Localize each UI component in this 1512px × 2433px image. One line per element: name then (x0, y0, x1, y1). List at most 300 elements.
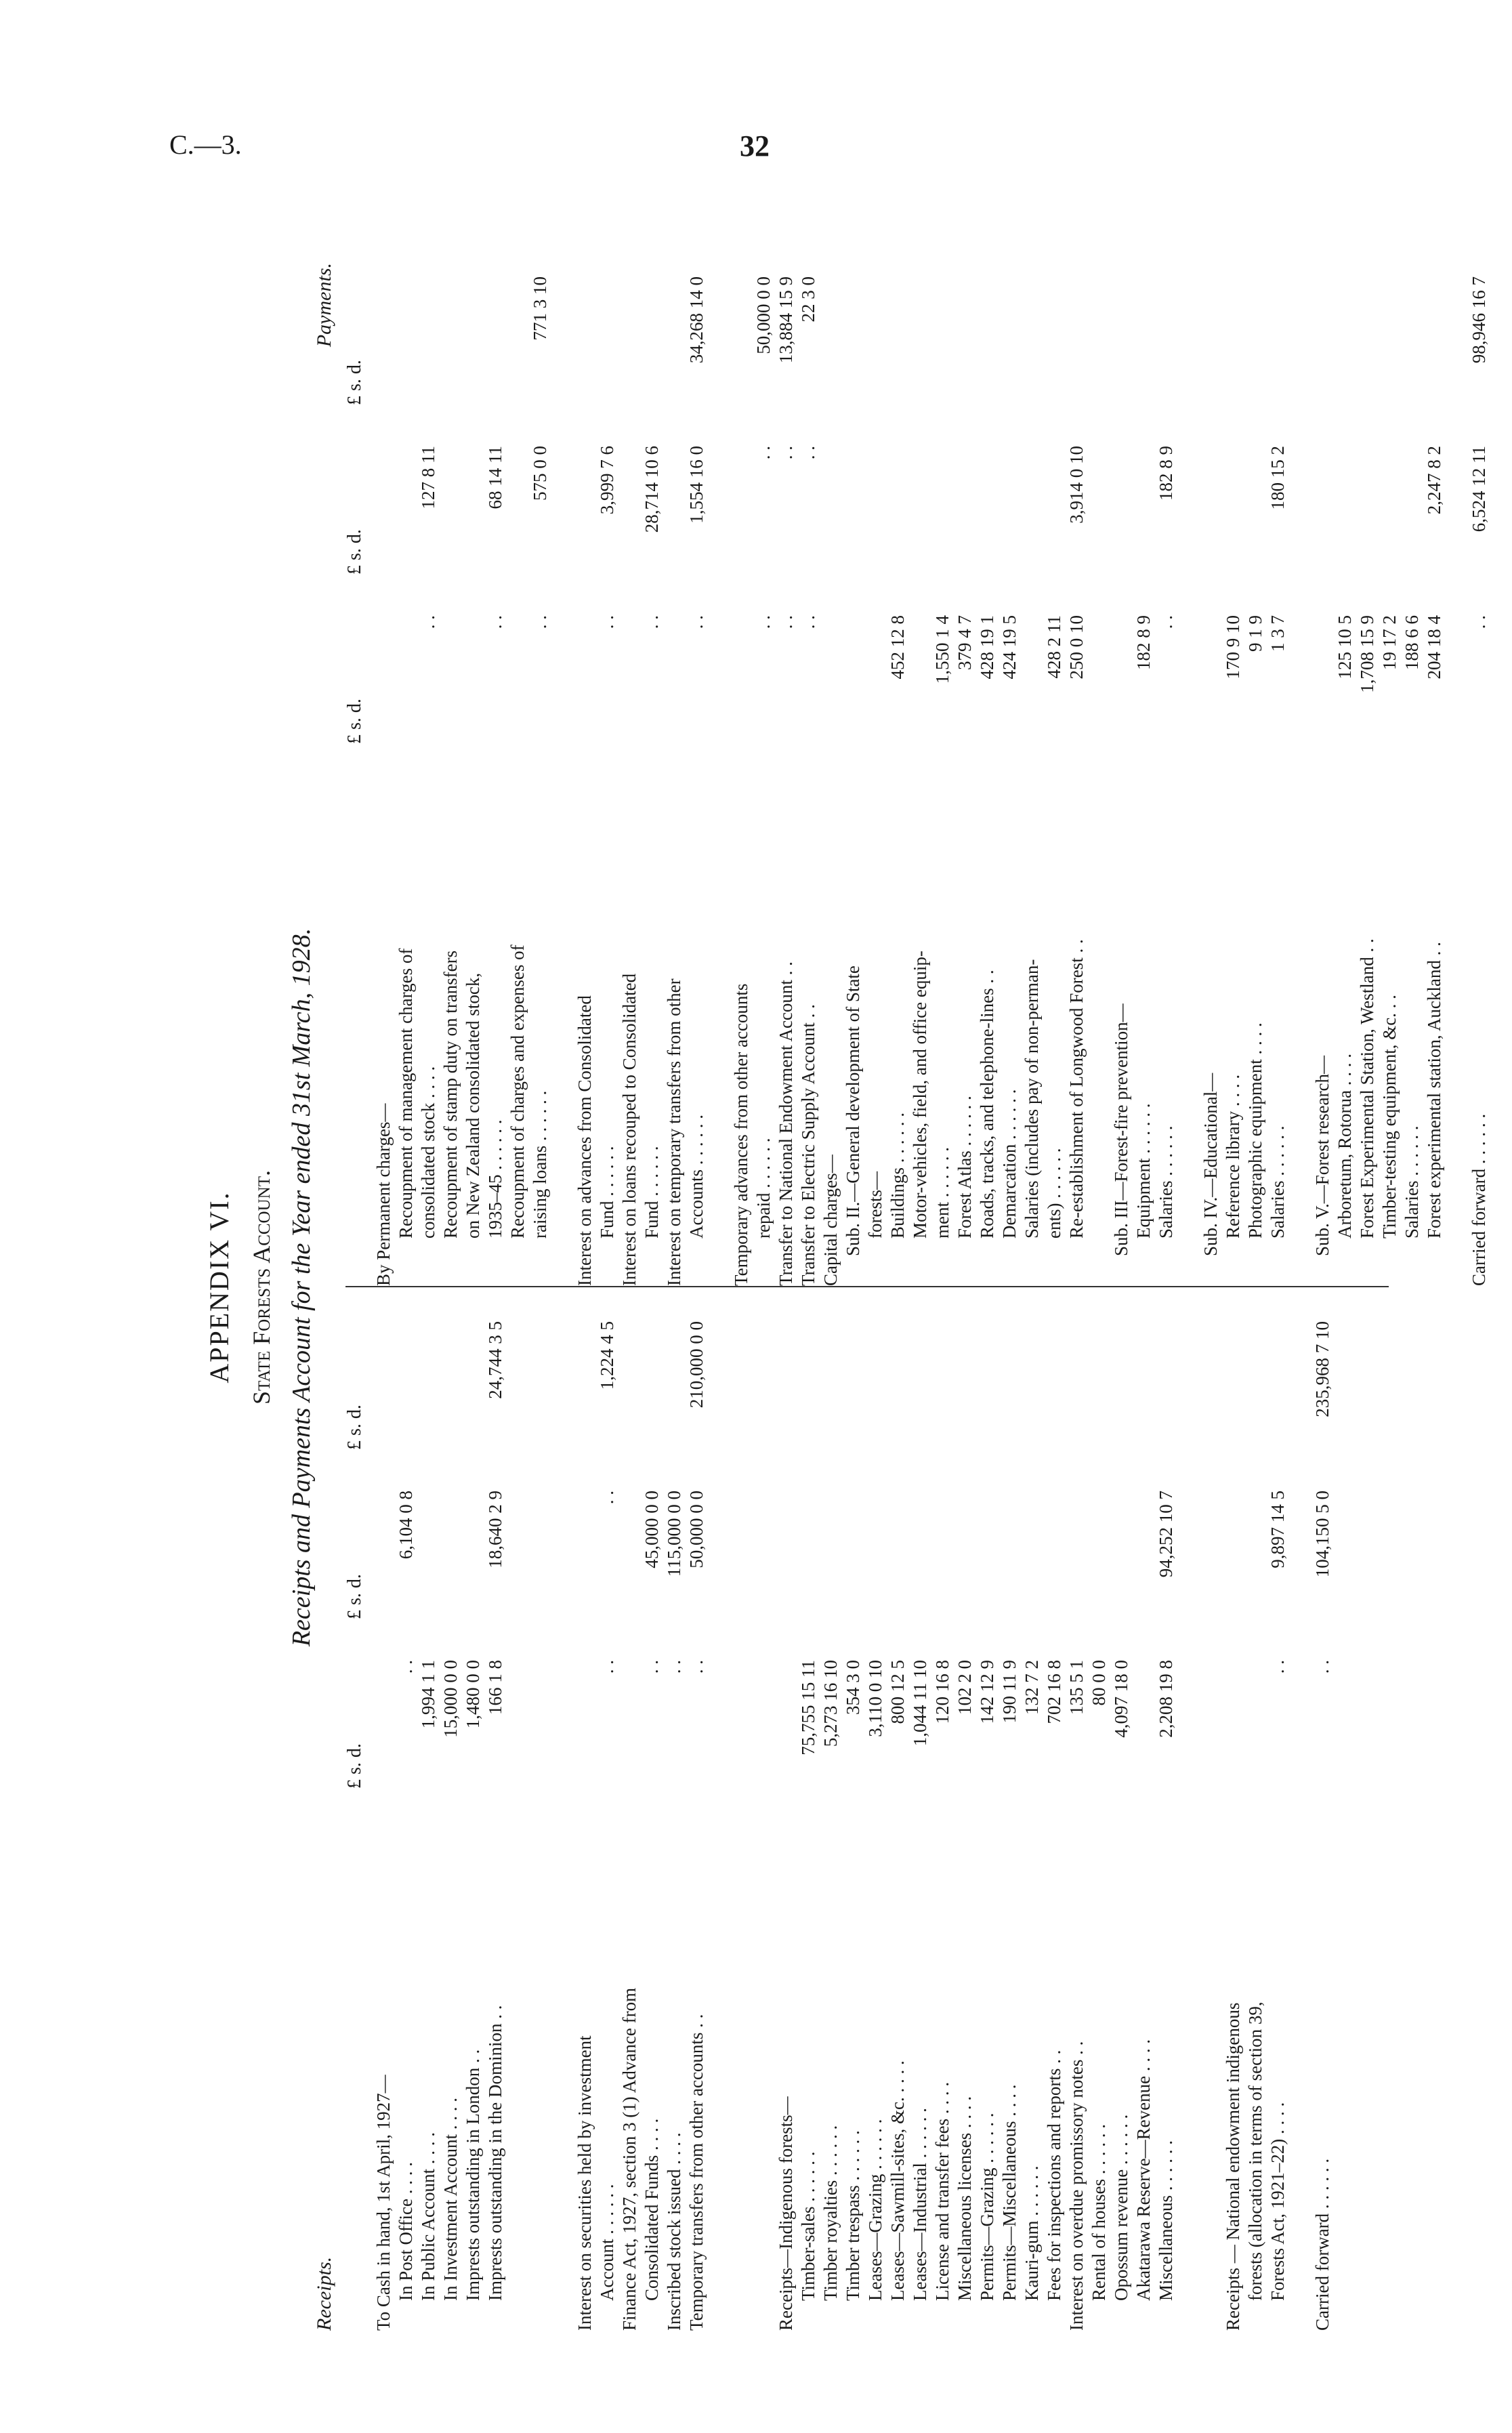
payments-amount-col2 (999, 432, 1021, 602)
receipts-amount-col3 (641, 1308, 663, 1477)
payments-row-label: Salaries . . . . . . (1402, 1125, 1422, 1239)
receipts-amount-col2 (1289, 1477, 1311, 1646)
receipts-amount-col2 (551, 1477, 574, 1646)
receipts-amount-col2 (976, 1477, 999, 1646)
payments-amount-col1: 204 18 4 (1424, 615, 1444, 680)
payments-amount-col3 (1200, 263, 1222, 432)
payments-amount-col1 (551, 602, 574, 771)
payments-row-label: Equipment . . . . . . (1133, 1103, 1154, 1239)
receipts-amount-col1 (574, 1646, 596, 1816)
receipts-row-label: Akatarawa Reserve—Revenue . . . . (1133, 2039, 1154, 2301)
payments-amount-col3 (954, 263, 976, 432)
receipts-amount-col1 (775, 1646, 797, 1816)
payments-amount-col1: 19 17 2 (1379, 615, 1400, 670)
payments-row (1066, 256, 1088, 1286)
payments-row-label: Sub. V.—Forest research— (1312, 1056, 1332, 1256)
receipts-amount-col2 (842, 1477, 864, 1646)
payments-amount-col2 (1088, 432, 1110, 602)
payments-amount-col1 (864, 602, 887, 771)
payments-amount-col1 (574, 602, 596, 771)
receipts-amount-col1 (1200, 1646, 1222, 1816)
receipts-row-label: Rental of houses . . . . . . (1089, 2124, 1109, 2301)
receipts-amount-col1: 80 0 0 (1089, 1660, 1109, 1706)
payments-amount-col2 (1177, 432, 1200, 602)
payments-amount-col1 (820, 602, 842, 771)
receipts-row-label: Permits—Miscellaneous . . . . (999, 2084, 1020, 2301)
payments-amount-col3 (417, 263, 440, 432)
payments-amount-col3 (551, 263, 574, 432)
payments-row (641, 256, 663, 1286)
receipts-amount-col1 (1289, 1646, 1311, 1816)
payments-amount-col2 (842, 432, 864, 602)
receipts-amount-col3 (395, 1308, 417, 1477)
payments-row (1267, 256, 1289, 1286)
page-number: 32 (740, 129, 770, 163)
receipts-row (1066, 1301, 1088, 2331)
receipts-amount-col2 (373, 1477, 395, 1646)
payments-amount-col2 (1043, 432, 1066, 602)
payments-row (1200, 256, 1222, 1286)
payments-row-label: Recoupment of stamp duty on transfers (440, 950, 461, 1239)
receipts-row (842, 1301, 864, 2331)
receipts-amount-col1: . . (597, 1660, 617, 1674)
payments-amount-col1: 452 12 8 (887, 615, 908, 680)
receipts-amount-col2 (440, 1477, 462, 1646)
account-title: State Forests Account. (248, 1170, 275, 1405)
receipts-row (909, 1301, 931, 2331)
payments-row-label: Salaries (includes pay of non-perman- (1022, 959, 1042, 1239)
payments-amount-col3 (976, 263, 999, 432)
payments-amount-col1 (708, 602, 730, 771)
receipts-row (1088, 1301, 1110, 2331)
receipts-amount-col2 (730, 1477, 753, 1646)
receipts-row-label: Leases—Sawmill-sites, &c. . . . . (887, 2060, 908, 2301)
payments-amount-col3 (1334, 263, 1356, 432)
payments-row-label: on New Zealand consolidated stock, (463, 972, 483, 1239)
receipts-row-label: Leases—Grazing . . . . . . (865, 2119, 885, 2301)
payments-amount-col2 (1401, 432, 1423, 602)
payments-row-label: Fund . . . . . . (642, 1146, 662, 1239)
receipts-row (1244, 1301, 1267, 2331)
receipts-row-label: Inscribed stock issued . . . . (664, 2132, 684, 2331)
receipts-amount-col3 (663, 1308, 686, 1477)
receipts-amount-col3 (1155, 1308, 1177, 1477)
payments-amount-col1 (730, 602, 753, 771)
payments-row-label: Salaries . . . . . . (1156, 1125, 1176, 1239)
payments-row-label: 1935–45 . . . . . . (485, 1119, 505, 1239)
receipts-amount-col2 (999, 1477, 1021, 1646)
receipts-amount-col1: 354 3 0 (843, 1660, 863, 1715)
payments-row-label: Accounts . . . . . . (686, 1115, 707, 1239)
receipts-row (1043, 1301, 1066, 2331)
receipts-amount-col2 (954, 1477, 976, 1646)
receipts-amount-col2 (1177, 1477, 1200, 1646)
payments-row (931, 256, 954, 1286)
receipts-currency-header-1: £ s. d. (344, 1743, 365, 1789)
receipts-row-label: To Cash in hand, 1st April, 1927— (373, 2075, 394, 2331)
payments-amount-col3 (1379, 263, 1401, 432)
payments-amount-col2 (1289, 432, 1311, 602)
payments-amount-col1 (1311, 602, 1334, 771)
receipts-amount-col1: 135 5 1 (1066, 1660, 1087, 1715)
receipts-amount-col3 (820, 1308, 842, 1477)
payments-amount-col2 (1446, 432, 1468, 602)
receipts-amount-col3 (551, 1308, 574, 1477)
receipts-row-label: Forests Act, 1921–22) . . . . (1267, 2102, 1288, 2301)
payments-row (1222, 256, 1244, 1286)
payments-amount-col1 (663, 602, 686, 771)
payments-row-label: Fund . . . . . . (597, 1146, 617, 1239)
receipts-row-label (730, 1816, 753, 2331)
payments-row-label: ment . . . . . . (932, 1147, 952, 1239)
receipts-amount-col2: 50,000 0 0 (686, 1491, 707, 1568)
receipts-amount-col1: 142 12 9 (977, 1660, 997, 1724)
payments-row (663, 256, 686, 1286)
receipts-amount-col3 (529, 1308, 551, 1477)
payments-amount-col3 (462, 263, 484, 432)
payments-amount-col1 (842, 602, 864, 771)
report-reference: C.—3. (169, 129, 242, 160)
payments-row-label: Carried forward . . . . . . (1469, 1113, 1489, 1286)
receipts-amount-col3 (1133, 1308, 1155, 1477)
payments-row (529, 256, 551, 1286)
receipts-amount-col2 (864, 1477, 887, 1646)
receipts-amount-col3 (507, 1308, 529, 1477)
receipts-amount-col1: 132 7 2 (1022, 1660, 1042, 1715)
receipts-row (1110, 1301, 1133, 2331)
payments-amount-col3 (730, 263, 753, 432)
payments-amount-col2 (618, 432, 641, 602)
payments-amount-col1: . . (753, 615, 774, 629)
receipts-amount-col2 (909, 1477, 931, 1646)
receipts-row-label: Imprests outstanding in London . . (463, 2049, 483, 2301)
payments-amount-col2: 2,247 8 2 (1424, 446, 1444, 515)
receipts-amount-col3 (440, 1308, 462, 1477)
receipts-amount-col1 (753, 1646, 775, 1816)
payments-amount-col3 (1446, 263, 1468, 432)
receipts-row-label: Leases—Industrial . . . . . . (910, 2108, 930, 2301)
receipts-row (820, 1301, 842, 2331)
payments-amount-col1: 379 4 7 (954, 615, 975, 670)
receipts-amount-col1: 702 16 8 (1044, 1660, 1064, 1724)
receipts-amount-col3 (976, 1308, 999, 1477)
payments-amount-col1 (909, 602, 931, 771)
receipts-amount-col2 (887, 1477, 909, 1646)
receipts-amount-col3 (954, 1308, 976, 1477)
receipts-amount-col1: . . (396, 1660, 416, 1674)
receipts-amount-col2 (820, 1477, 842, 1646)
payments-row-label: Interest on temporary transfers from other (664, 978, 684, 1286)
receipts-amount-col3 (1110, 1308, 1133, 1477)
payments-amount-col2 (373, 432, 395, 602)
payments-amount-col3 (596, 263, 618, 432)
receipts-row (440, 1301, 462, 2331)
payments-row-label: Forest Atlas . . . . . . (954, 1096, 975, 1239)
receipts-amount-col1: 3,110 0 10 (865, 1660, 885, 1737)
payments-amount-col3 (574, 263, 596, 432)
receipts-row-label: Interest on securities held by investment (574, 2035, 595, 2331)
payments-amount-col1: . . (776, 615, 796, 629)
payments-amount-col2: . . (776, 446, 796, 460)
payments-row (753, 256, 775, 1286)
receipts-amount-col1 (1222, 1646, 1244, 1816)
payments-row-label: ents) . . . . . . (1044, 1148, 1064, 1239)
receipts-amount-col3 (999, 1308, 1021, 1477)
payments-row (842, 256, 864, 1286)
receipts-amount-col1: . . (1267, 1660, 1288, 1674)
receipts-amount-col3 (753, 1308, 775, 1477)
payments-amount-col3 (1401, 263, 1423, 432)
receipts-amount-col1: . . (642, 1660, 662, 1674)
receipts-row (708, 1301, 730, 2331)
payments-amount-col3 (1110, 263, 1133, 432)
receipts-row (507, 1301, 529, 2331)
receipts-amount-col1 (618, 1646, 641, 1816)
payments-amount-col3: 34,268 14 0 (686, 276, 707, 364)
payments-row-label: Demarcation . . . . . . (999, 1089, 1020, 1239)
payments-amount-col3: 98,946 16 7 (1469, 276, 1489, 364)
receipts-row-label: Timber trespass . . . . . . (843, 2130, 863, 2301)
payments-amount-col2 (1110, 432, 1133, 602)
payments-row-label: Transfer to Electric Supply Account . . (798, 1004, 818, 1286)
receipts-amount-col2 (574, 1477, 596, 1646)
payments-row-label: Reference library . . . . (1223, 1074, 1243, 1239)
receipts-row (373, 1301, 395, 2331)
payments-row (797, 256, 820, 1286)
receipts-amount-col3 (1088, 1308, 1110, 1477)
receipts-amount-col2: 9,897 14 5 (1267, 1491, 1288, 1568)
receipts-row (864, 1301, 887, 2331)
payments-amount-col2: . . (798, 446, 818, 460)
payments-amount-col2: 182 8 9 (1156, 446, 1176, 501)
receipts-row-label: Temporary transfers from other accounts . . (686, 2014, 707, 2331)
payments-amount-col3 (931, 263, 954, 432)
receipts-amount-col2 (1021, 1477, 1043, 1646)
receipts-amount-col2 (753, 1477, 775, 1646)
receipts-row (529, 1301, 551, 2331)
receipts-row-label: Miscellaneous . . . . . . (1156, 2140, 1176, 2301)
payments-amount-col3 (1021, 263, 1043, 432)
receipts-row-label: Receipts—Indigenous forests— (776, 2096, 796, 2331)
receipts-amount-col1 (551, 1646, 574, 1816)
payments-amount-col2 (462, 432, 484, 602)
receipts-amount-col3 (730, 1308, 753, 1477)
receipts-amount-col1: . . (686, 1660, 707, 1674)
payments-amount-col2 (507, 432, 529, 602)
payments-amount-col1 (395, 602, 417, 771)
payments-amount-col3 (1311, 263, 1334, 432)
receipts-row (730, 1301, 753, 2331)
payments-amount-col2 (440, 432, 462, 602)
payments-amount-col1: . . (485, 615, 505, 629)
receipts-row (931, 1301, 954, 2331)
payments-amount-col2 (1379, 432, 1401, 602)
payments-amount-col2 (887, 432, 909, 602)
receipts-row-label (708, 1816, 730, 2331)
receipts-amount-col3 (462, 1308, 484, 1477)
payments-row (730, 256, 753, 1286)
payments-amount-col1 (1446, 602, 1468, 771)
receipts-amount-col2 (462, 1477, 484, 1646)
payments-amount-col1: 250 0 10 (1066, 615, 1087, 680)
receipts-amount-col1: 2,208 19 8 (1156, 1660, 1176, 1738)
receipts-amount-col3 (708, 1308, 730, 1477)
payments-amount-col2 (663, 432, 686, 602)
payments-row (1289, 256, 1311, 1286)
receipts-row (1133, 1301, 1155, 2331)
receipts-row (753, 1301, 775, 2331)
receipts-amount-col2: 6,104 0 8 (396, 1491, 416, 1560)
receipts-amount-col3 (1244, 1308, 1267, 1477)
payments-rows (373, 256, 1490, 1286)
receipts-amount-col1 (507, 1646, 529, 1816)
payments-amount-col2 (820, 432, 842, 602)
payments-amount-col3 (1289, 263, 1311, 432)
receipts-row (663, 1301, 686, 2331)
receipts-amount-col2 (529, 1477, 551, 1646)
receipts-amount-col3 (1289, 1308, 1311, 1477)
receipts-currency-header-2: £ s. d. (344, 1574, 365, 1619)
receipts-row-label: Consolidated Funds . . . . (642, 2118, 662, 2301)
receipts-row (1311, 1301, 1334, 2331)
payments-amount-col3 (1155, 263, 1177, 432)
payments-row (1244, 256, 1267, 1286)
receipts-row-label: Opossum revenue . . . . . . (1111, 2114, 1131, 2301)
receipts-row (976, 1301, 999, 2331)
receipts-amount-col3: 210,000 0 0 (686, 1321, 707, 1409)
payments-row (686, 256, 708, 1286)
payments-amount-col1: 424 19 5 (999, 615, 1020, 680)
payments-amount-col2 (730, 432, 753, 602)
receipts-row (1222, 1301, 1244, 2331)
receipts-amount-col3 (909, 1308, 931, 1477)
payments-amount-col3 (507, 263, 529, 432)
receipts-amount-col1: 5,273 16 10 (820, 1660, 841, 1747)
payments-amount-col1: 188 6 6 (1402, 615, 1422, 670)
payments-row-label (551, 771, 574, 1286)
receipts-amount-col2 (507, 1477, 529, 1646)
receipts-row (1200, 1301, 1222, 2331)
payments-row-label: Recoupment of management charges of (396, 948, 416, 1239)
payments-row-label: Recoupment of charges and expenses of (507, 944, 528, 1239)
receipts-amount-col1 (1133, 1646, 1155, 1816)
receipts-row (551, 1301, 574, 2331)
payments-row-label: Capital charges— (820, 1155, 841, 1286)
payments-amount-col1: 9 1 9 (1245, 615, 1265, 652)
payments-row-label: Timber-testing equipment, &c. . . (1379, 995, 1400, 1239)
payments-amount-col1: . . (597, 615, 617, 629)
receipts-amount-col2 (797, 1477, 820, 1646)
payments-row (775, 256, 797, 1286)
payments-amount-col1 (1289, 602, 1311, 771)
receipts-amount-col1: 102 2 0 (954, 1660, 975, 1715)
receipts-amount-col1: . . (664, 1660, 684, 1674)
receipts-row (887, 1301, 909, 2331)
receipts-amount-col1 (730, 1646, 753, 1816)
receipts-amount-col2 (1244, 1477, 1267, 1646)
payments-amount-col2 (1200, 432, 1222, 602)
receipts-amount-col3 (797, 1308, 820, 1477)
receipts-row (395, 1301, 417, 2331)
receipts-row-label: Carried forward . . . . . . (1312, 2158, 1332, 2331)
receipts-row-label: forests (allocation in terms of section 39, (1245, 2001, 1265, 2301)
receipts-row-label: Finance Act, 1927, section 3 (1) Advance from (619, 1987, 639, 2331)
receipts-row-label: Permits—Grazing . . . . . . (977, 2113, 997, 2301)
receipts-row (1155, 1301, 1177, 2331)
payments-amount-col3 (1222, 263, 1244, 432)
payments-amount-col3 (395, 263, 417, 432)
receipts-row (618, 1301, 641, 2331)
payments-amount-col3 (1267, 263, 1289, 432)
payments-amount-col3 (909, 263, 931, 432)
receipts-amount-col3 (1200, 1308, 1222, 1477)
payments-amount-col1: 170 9 10 (1223, 615, 1243, 680)
receipts-amount-col3 (931, 1308, 954, 1477)
receipts-amount-col2 (1110, 1477, 1133, 1646)
payments-row-label: forests— (865, 1171, 885, 1239)
payments-amount-col2 (1356, 432, 1379, 602)
receipts-amount-col2 (618, 1477, 641, 1646)
payments-row-label: Salaries . . . . . . (1267, 1125, 1288, 1239)
receipts-row-label: Miscellaneous licenses . . . . (954, 2096, 975, 2301)
receipts-amount-col3 (618, 1308, 641, 1477)
payments-row-label: Sub. IV.—Educational— (1200, 1073, 1221, 1256)
payments-row (618, 256, 641, 1286)
receipts-amount-col2 (1043, 1477, 1066, 1646)
receipts-amount-col1: . . (1312, 1660, 1332, 1674)
payments-amount-col2 (1021, 432, 1043, 602)
receipts-amount-col2 (708, 1477, 730, 1646)
payments-row (417, 256, 440, 1286)
payments-amount-col2 (1244, 432, 1267, 602)
payments-amount-col2: 127 8 11 (418, 446, 438, 510)
receipts-amount-col2: 45,000 0 0 (642, 1491, 662, 1568)
payments-amount-col1: 1 3 7 (1267, 615, 1288, 652)
payments-row (596, 256, 618, 1286)
payments-row (708, 256, 730, 1286)
receipts-amount-col2: . . (597, 1491, 617, 1505)
payments-amount-col1 (507, 602, 529, 771)
receipts-currency-header-3: £ s. d. (344, 1405, 365, 1450)
payments-row-label (1177, 771, 1200, 1286)
payments-row (1043, 256, 1066, 1286)
payments-row-label: Interest on loans recouped to Consolidated (619, 973, 639, 1286)
payments-row-label: Re-establishment of Longwood Forest . . (1066, 939, 1087, 1239)
payments-amount-col2: 1,554 16 0 (686, 446, 707, 524)
receipts-row (417, 1301, 440, 2331)
receipts-amount-col3 (1267, 1308, 1289, 1477)
receipts-amount-col1: 1,044 11 10 (910, 1660, 930, 1747)
payments-amount-col1: . . (642, 615, 662, 629)
receipts-row-label (529, 1816, 551, 2331)
payments-amount-col3 (708, 263, 730, 432)
payments-amount-col2 (1311, 432, 1334, 602)
payments-row (887, 256, 909, 1286)
receipts-amount-col3 (775, 1308, 797, 1477)
receipts-row-label: Fees for inspections and reports . . (1044, 2050, 1064, 2301)
receipts-row-label (1289, 1816, 1311, 2331)
receipts-amount-col2: 94,252 10 7 (1156, 1491, 1176, 1578)
receipts-row (954, 1301, 976, 2331)
payments-amount-col2 (976, 432, 999, 602)
receipts-amount-col2: 18,640 2 9 (485, 1491, 505, 1568)
payments-row (462, 256, 484, 1286)
payments-amount-col2 (574, 432, 596, 602)
payments-row-label (708, 771, 730, 1286)
payments-amount-col2: 3,999 7 6 (597, 446, 617, 515)
payments-row (507, 256, 529, 1286)
receipts-amount-col2 (1200, 1477, 1222, 1646)
